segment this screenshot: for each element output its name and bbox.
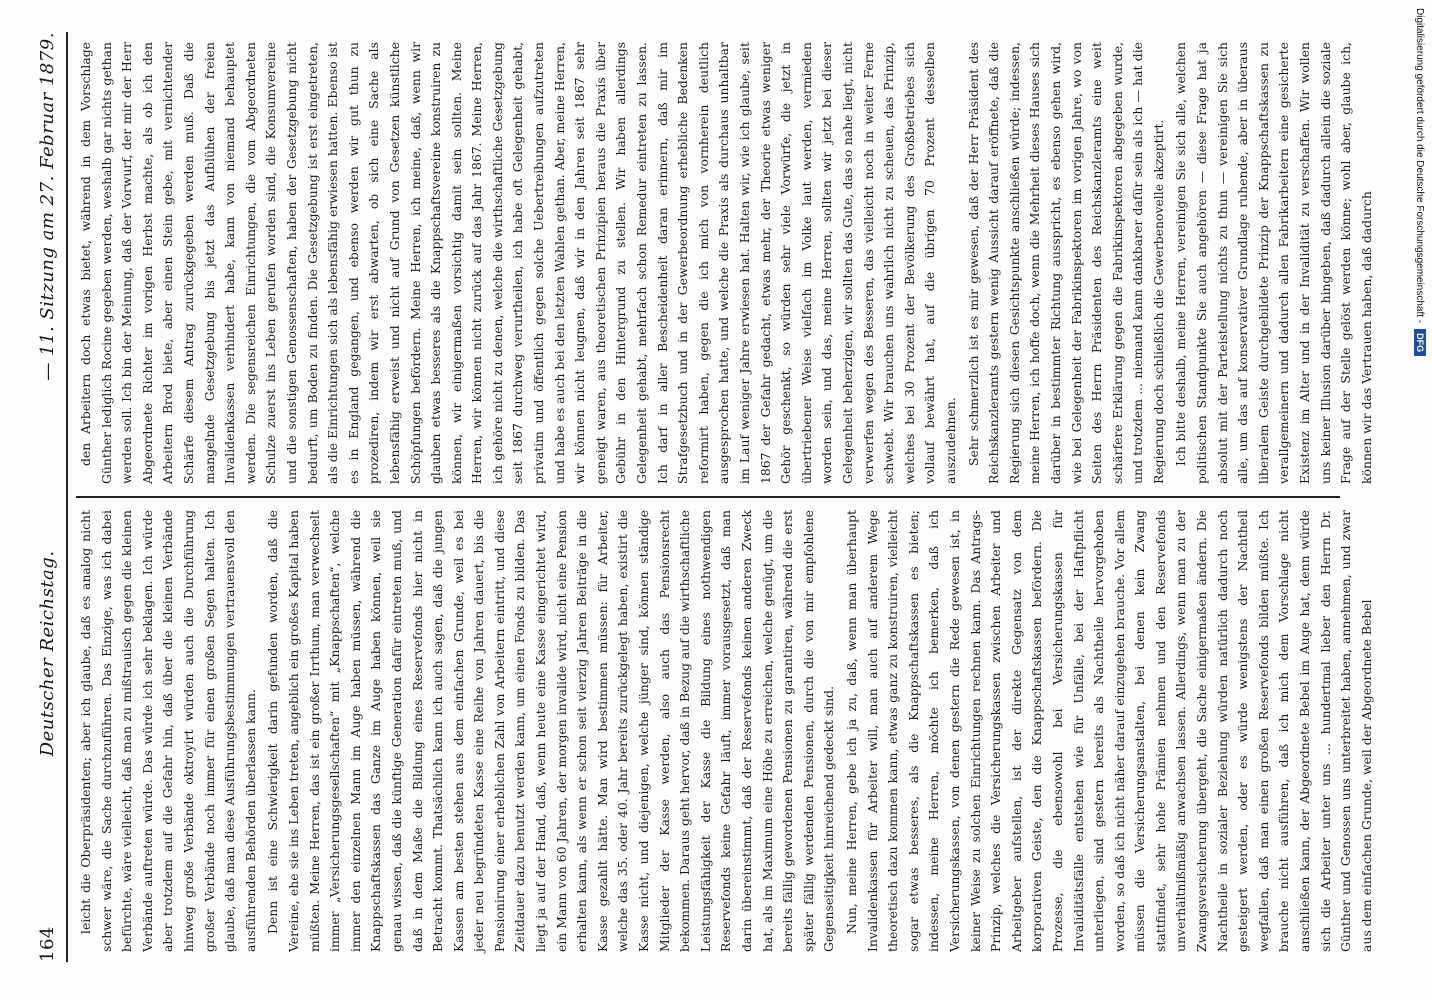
paragraph: leicht die Oberpräsidenten; aber ich glaube, daß es analog nicht schwer wäre, die Sache durchzuführen. Das Einzige, was ich dabei befürchte, wäre vielleicht, daß man zu mißtrauisch gegen die kleinen Verbände auftreten würde. Das würde ich sehr beklagen. Ich würde aber trotzdem auf die Gefahr hin, daß über die kleinen Verbände hinweg große Verbände oktroyirt würden auch die Durchführung großer Verbände noch immer für einen großen Segen halten. Ich glaube, daß man diese Ausführungsbestimmungen vertrauensvoll den ausführenden Behörden überlassen kann.: [78, 510, 258, 952]
text-columns: [76, 32, 1374, 962]
header-rule: [66, 32, 68, 962]
journal-title: Deutscher Reichstag.: [36, 550, 58, 757]
rotated-page-content: [22, 20, 1374, 980]
paragraph: Nun, meine Herren, gebe ich ja zu, daß, wenn man überhaupt Invalidenkassen für Arbeiter will, man auch auf anderem Wege theoretisch dazu kommen kann, etwas ganz zu konstruiren, vielleicht sogar etwas besseres, als die Knappschaftskassen es bieten; indessen, meine Herren, möchte ich bemerken, daß ich Versicherungskassen, von denen gestern die Rede gewesen ist, in keiner Weise zu solchen Einrichtungen rechnen kann. Das Antrags-Prinzip, welches die Versicherungskassen zwischen Arbeiter und Arbeitgeber aufstellen, ist der direkte Gegensatz von dem korporativen Geiste, den die Knappschaftskassen befördern. Die Prozesse, die ebensowohl bei Versicherungskassen für Invaliditätsfälle entstehen wie für Unfälle, bei der Haftpflicht unterliegen, sind gestern bereits als Nachtheile hervorgehoben worden, so daß ich nicht näher darauf einzugehen brauche. Vor allem müssen die Versicherungsanstalten, bei denen kein Zwang stattfindet, sehr hohe Prämien nehmen und den Reservefonds unverhältnißmäßig anwachsen lassen. Allerdings, wenn man zu der Zwangsversicherung übergeht, die Sache einigermaßen ändern. Die Nachtheile in sozialer Beziehung würden natürlich dadurch noch gesteigert werden, oder es würde wenigstens der Nachtheil wegfallen, daß man einen großen Reservefonds bilden müßte. Ich brauche nicht ausführen, daß ich mich dem Vorschlage nicht anschließen kann, der Abgeordnete Bebel im Auge hat, denn würde sich die Arbeiter unter uns ... hundertmal lieber den Herrn Dr. Günther und Genossen uns unterbreitet haben, annehmen, und zwar aus dem einfachen Grunde, weil der Abgeordnete Bebel: [843, 510, 1374, 952]
paragraph: Ich bitte deshalb, meine Herren, vereinigen Sie sich alle, welchen politischen Standpunkte Sie auch angehören — diese Frage hat ja absolut mit der Parteistellung nichts zu thun — vereinigen Sie sich alle, um das auf konservativer Grundlage ruhende, aber in überaus liberalem Geiste durchgebildete Prinzip der Knappschaftskassen zu verallgemeinern und dadurch allen Fabrikarbeitern eine gesicherte Existenz im Alter und in der Invalidität zu verschaffen. Wir wollen uns keiner Illusion darüber hingeben, daß dadurch allein die soziale Frage auf der Stelle gelöst werden könne; wohl aber, glaube ich, können wir das Vertrauen haben, daß dadurch: [1173, 42, 1374, 484]
column-right: [76, 32, 1374, 494]
column-divider: [76, 496, 1340, 498]
dfg-logo: DFG: [1414, 329, 1426, 356]
page-number: 164: [36, 926, 58, 962]
digitization-imprint: [1410, 8, 1426, 988]
imprint-text: Digitalisierung gefördert durch die Deutsche Forschungsgemeinschaft -: [1414, 8, 1426, 324]
column-left: [76, 500, 1374, 962]
session-title: — 11. Sitzung am 27. Februar 1879.: [36, 32, 58, 381]
page-header: [30, 32, 64, 962]
paragraph: Sehr schmerzlich ist es mir gewesen, daß der Herr Präsident des Reichskanzleramts gestern wenig Aussicht darauf eröffnete, daß die Regierung sich diesen Gesichtspunkte anschließen würde; indessen, meine Herren, ich hoffe doch, wenn die Mehrheit dieses Hauses sich darüber in bestimmter Richtung ausspricht, es ebenso gehen wird, wie bei Gelegenheit der Fabrikinspektoren im vorigen Jahre, wo von Seiten des Herrn Präsidenten des Reichskanzleramts eine weit schärfere Erklärung gegen die Fabrikinspektoren abgegeben wurde, und trotzdem ... niemand kann dankbarer dafür sein als ich — hat die Regierung doch schließlich die Gewerbenovelle akzeptirt.: [965, 42, 1166, 484]
paragraph: Denn ist eine Schwierigkeit darin gefunden worden, daß die Vereine, ehe sie ins Leben treten, angeblich ein großes Kapital haben müßten. Meine Herren, das ist ein großer Irrthum, man verwechselt immer „Versicherungsgesellschaften“ mit „Knappschaften“, welche immer den einzelnen Mann im Auge haben müssen, während die Knappschaftskassen das Ganze im Auge haben können, weil sie genau wissen, daß die künftige Generation dafür eintreten muß, und daß in dem Maße die Bildung eines Reservefonds hier nicht in Betracht kommt. Thatsächlich kann ich auch sagen, daß die jungen Kassen am besten stehen aus dem einfachen Grunde, weil es bei jeder neu begründeten Kasse eine Reihe von Jahren dauert, bis die Pensionirung einer erheblichen Zahl von Arbeitern eintritt, und diese Zeitdauer dazu benutzt werden kann, um einen Fonds zu bilden. Das liegt ja auf der Hand, daß, wenn heute eine Kasse eingerichtet wird, ein Mann von 60 Jahren, der morgen invalide wird, nicht eine Pension erhalten kann, als wenn er schon seit vierzig Jahren Beiträge in die Kasse gezahlt hätte. Man wird bestimmen müssen: für Arbeiter, welche das 35. oder 40. Jahr bereits zurückgelegt haben, existirt die Kasse nicht, und diejenigen, welche jünger sind, können ständige Mitglieder der Kasse werden, also auch das Pensionsrecht bekommen. Daraus geht hervor, daß in Bezug auf die wirthschaftliche Leistungsfähigkeit der Kasse die Bildung eines nothwendigen Reservefonds keine Gefahr läuft, immer vorausgesetzt, daß man darin übereinstimmt, daß der Reservefonds keinen anderen Zweck hat, als im Maximum eine Höhe zu erreichen, welche genügt, um die bereits fällig gewordenen Pensionen zu garantiren, während die erst später fällig werdenden Pensionen, durch die von mir empfohlene Gegenseitigkeit hinreichend gedeckt sind.: [265, 510, 837, 952]
paragraph: den Arbeitern doch etwas bietet, während in dem Vorschlage Günther lediglich Rocine gegeben werden, weshalb gar nichts gethan werden soll. Ich bin der Meinung, daß der Vorwurf, der mir der Herr Abgeordnete Richter im vorigen Herbst machte, als ob ich den Arbeitern Brod biete, aber einen Stein gebe, mit vernichtender Schärfe diesem Antrag zurückgegeben werden muß. Daß die mangelnde Gesetzgebung bis jetzt das Aufblühen der freien Invalidenkassen verhindert habe, kann von niemand behauptet werden. Die segensreichen Einrichtungen, die vom Abgeordneten Schulze zuerst ins Leben gerufen worden sind, die Konsumvereine und die sonstigen Genossenschaften, haben der Gesetzgebung nicht bedurft, um Boden zu finden. Die Gesetzgebung ist erst eingetreten, als die Einrichtungen sich als lebensfähig erwiesen hatten. Ebenso ist es in England gegangen, und ebenso werden wir gut thun zu prozediren, indem wir erst abwarten, ob sich eine Sache als lebensfähig erweist und nicht auf Grund von Gesetzen künstliche Schöpfungen befördern. Meine Herren, ich meine, daß, wenn wir glauben etwas besseres als die Knappschaftsvereine konstruiren zu können, wir einigermaßen vorsichtig damit sein sollten. Meine Herren, wir können nicht zurück auf das Jahr 1867. Meine Herren, ich gehöre nicht zu denen, welche die wirthschaftliche Gesetzgebung seit 1867 durchweg verurtheilen, ich habe oft Gelegenheit gehabt, privatim und öffentlich gegen solche Uebertreibungen aufzutreten und habe es auch bei den letzten Wahlen gethan. Aber, meine Herren, wir können nicht leugnen, daß wir in den Jahren seit 1867 sehr geneigt waren, aus theoretischen Prinzipien heraus die Praxis über Gebühr in den Hintergrund zu stellen. Wir haben allerdings Gelegenheit gehabt, mehrfach schon Remedur eintreten zu lassen. Ich darf in aller Bescheidenheit daran erinnern, daß mir im Strafgesetzbuch und in der Gewerbeordnung erhebliche Bedenken reformirt haben, gegen die ich mich von vornherein deutlich ausgesprochen hatte, und welche die Praxis als durchaus unhaltbar im Lauf weniger Jahre erwiesen hat. Halten wir, wie ich glaube, seit 1867 der Gefahr gedacht, etwas mehr, der Theorie etwas weniger Gehör geschenkt, so würden sehr viele Vorwürfe, die jetzt in übertriebener Weise vielfach im Volke laut werden, vermieden worden sein, und das, meine Herren, sollten wir jetzt bei dieser Gelegenheit beherzigen, wir sollten das Gute, das so nahe liegt, nicht verwerfen wegen des Besseren, das vielleicht noch in weiter Ferne schwebt. Wir brauchen uns wahrlich nicht zu scheuen, das Prinzip, welches bei 30 Prozent der Bevölkerung des Großbetriebes sich vollauf bewährt hat, auf die übrigen 70 Prozent desselben auszudehnen.: [78, 42, 958, 484]
